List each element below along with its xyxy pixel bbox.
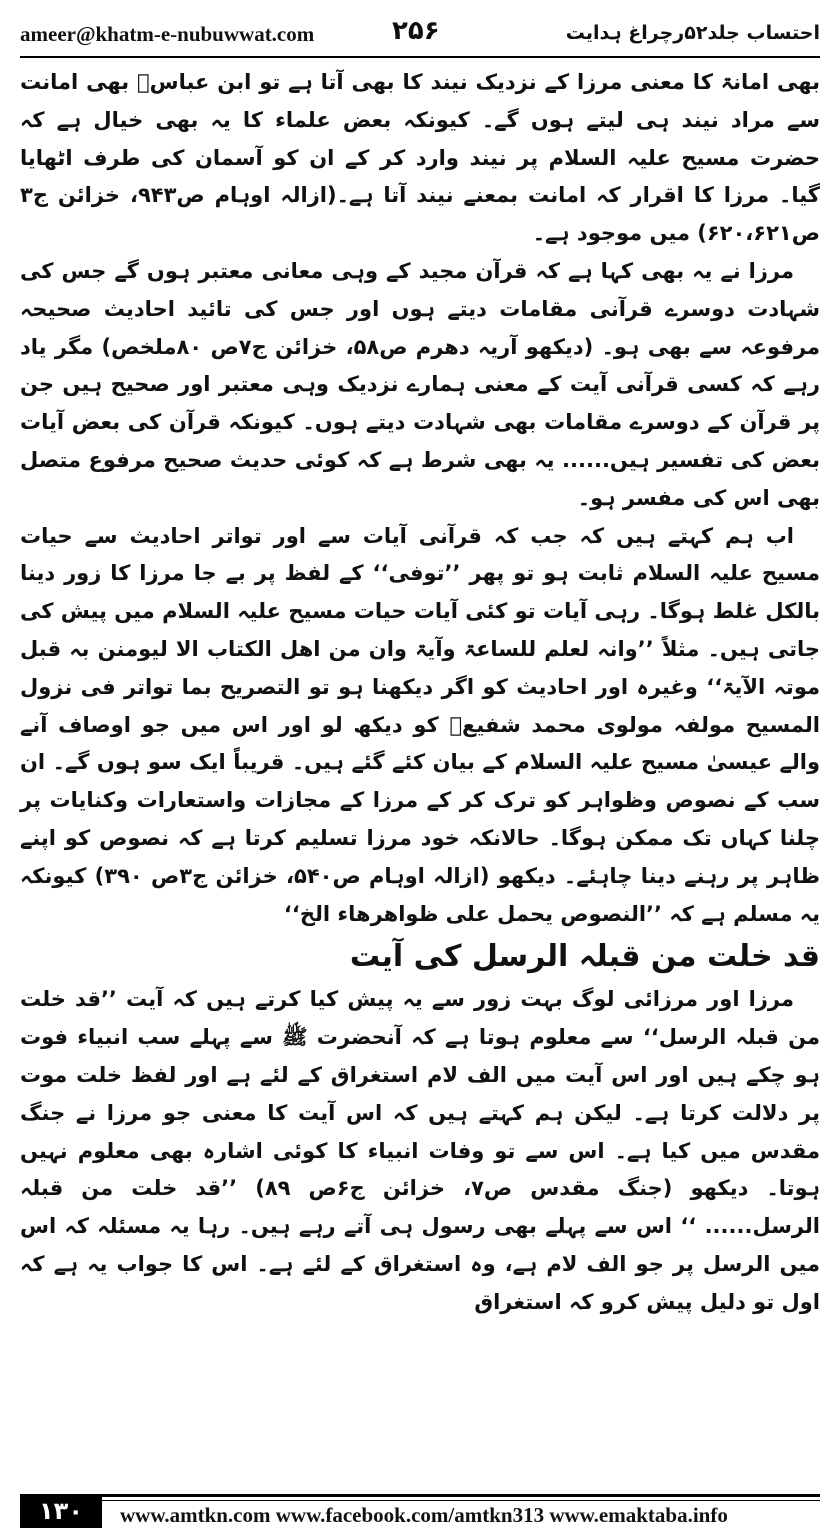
- header-email[interactable]: ameer@khatm-e-nubuwwat.com: [20, 22, 315, 46]
- paragraph-3: اب ہم کہتے ہیں کہ جب کہ قرآنی آیات سے اور تواتر احادیث سے حیات مسیح علیہ السلام ثابت ہو تو پھر ’’توفی‘‘ کے لفظ پر بے جا مرزا کا زور دینا بالکل غلط ہوگا۔ رہی آیات تو کئی آیات حیات مسیح علیہ السلام میں پیش کی جاتی ہیں۔ مثلاً ’’وانہ لعلم للساعۃ وآیۃ وان من اھل الکتاب الا لیومنن بہ قبل موتہ الآیۃ‘‘ وغیرہ اور احادیث کو اگر دیکھنا ہو تو التصریح بما تواتر فی نزول المسیح مولفہ مولوی محمد شفیعؒ کو دیکھ لو اور اس میں جو اوصاف آنے والے عیسیٰ مسیح علیہ السلام کے بیان کئے گئے ہیں۔ قریباً ایک سو ہوں گے۔ ان سب کے نصوص وظواہر کو ترک کر کے مرزا کے مجازات واستعارات وکنایات پر چلنا کہاں تک ممکن ہوگا۔ حالانکہ خود مرزا تسلیم کرتا ہے کہ نصوص کو اپنے ظاہر پر رہنے دینا چاہئے۔ دیکھو (ازالہ اوہام ص۵۴۰، خزائن ج۳ص ۳۹۰) کیونکہ یہ مسلم ہے کہ ’’النصوص یحمل علی ظواھرھاء الخ‘‘: [20, 523, 821, 926]
- header-book-page-number: ۲۵۶: [392, 16, 440, 46]
- footer-rule-thin: [102, 1500, 820, 1501]
- page-header: [20, 14, 820, 54]
- footer-urls[interactable]: www.amtkn.com www.facebook.com/amtkn313 www.emaktaba.info: [120, 1503, 728, 1527]
- page-footer: [20, 1494, 820, 1528]
- section-heading: قد خلت من قبلہ الرسل کی آیت: [349, 939, 820, 975]
- footer-rule-thick: [102, 1494, 820, 1497]
- paragraph-1: بھی امانۃ کا معنی مرزا کے نزدیک نیند کا بھی آتا ہے تو ابن عباسؓ بھی امانت سے مراد نیند ہی لیتے ہوں گے۔ کیونکہ بعض علماء کا یہ بھی خیال ہے کہ حضرت مسیح علیہ السلام پر نیند وارد کر کے ان کو آسمان کی طرف اٹھایا گیا۔ مرزا کا اقرار کہ امانت بمعنے نیند آتا ہے۔(ازالہ اوہام ص۹۴۳، خزائن ج۳ ص۶۲۰،۶۲۱) میں موجود ہے۔: [20, 70, 820, 246]
- paragraph-2: مرزا نے یہ بھی کہا ہے کہ قرآن مجید کے وہی معانی معتبر ہوں گے جس کی شہادت دوسرے قرآنی مقامات دیتے ہوں اور جس کی تائید احادیث صحیحہ مرفوعہ سے بھی ہو۔ (دیکھو آریہ دھرم ص۵۸، خزائن ج۷ص ۸۰ملخص) مگر یاد رہے کہ کسی قرآنی آیت کے معنی ہمارے نزدیک وہی معتبر اور صحیح ہیں جن پر قرآن کے دوسرے مقامات بھی شہادت دیتے ہوں۔ کیونکہ قرآن کی بعض آیات بعض کی تفسیر ہیں...... یہ بھی شرط ہے کہ کوئی حدیث صحیح مرفوع متصل بھی اس کی مفسر ہو۔: [20, 258, 821, 510]
- page-body: [20, 64, 820, 1322]
- header-divider: [20, 56, 820, 58]
- footer-page-number: ۱۳۰: [20, 1494, 102, 1528]
- header-title: احتساب جلد۵۲رچراغ ہدایت: [565, 22, 820, 44]
- section-paragraph-1: مرزا اور مرزائی لوگ بہت زور سے یہ پیش کیا کرتے ہیں کہ آیت ’’قد خلت من قبلہ الرسل‘‘ سے معلوم ہوتا ہے کہ آنحضرت ﷺ سے پہلے سب انبیاء فوت ہو چکے ہیں اور اس آیت میں الف لام استغراق کے لئے ہے اور لفظ خلت موت پر دلالت کرتا ہے۔ لیکن ہم کہتے ہیں کہ اس آیت کا معنی جو مرزا نے جنگ مقدس میں کیا ہے۔ اس سے تو وفات انبیاء کا کوئی اشارہ بھی معلوم نہیں ہوتا۔ دیکھو (جنگ مقدس ص۷، خزائن ج۶ص ۸۹) ’’قد خلت من قبلہ الرسل...... ‘‘ اس سے پہلے بھی رسول ہی آتے رہے ہیں۔ رہا یہ مسئلہ کہ اس میں الرسل پر جو الف لام ہے، وہ استغراق کے لئے ہے۔ اس کا جواب یہ ہے کہ اول تو دلیل پیش کرو کہ استغراق: [20, 987, 820, 1314]
